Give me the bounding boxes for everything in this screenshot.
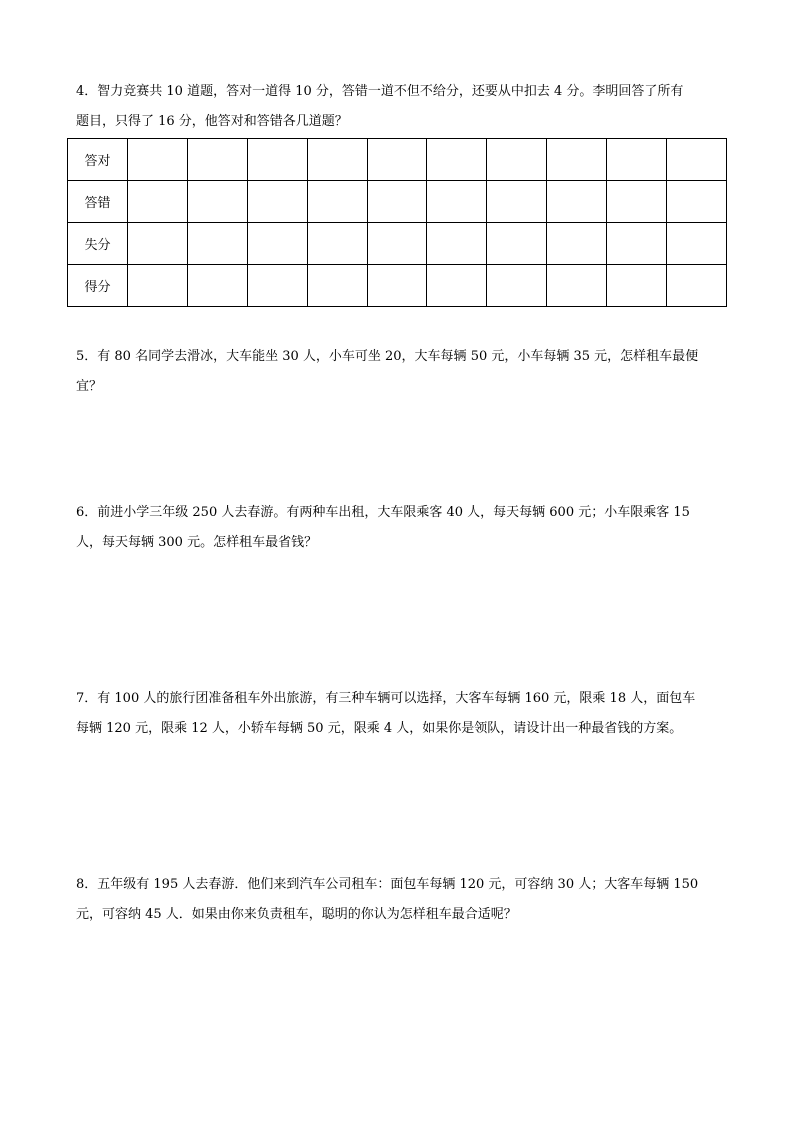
answer-cell[interactable] [667, 223, 727, 265]
question-8-line-2: 元，可容纳 45 人．如果由你来负责租车，聪明的你认为怎样租车最合适呢？ [76, 907, 517, 922]
question-7-line-2: 每辆 120 元，限乘 12 人，小轿车每辆 50 元，限乘 4 人，如果你是领队，请设计出一种最省钱的方案。 [76, 721, 683, 736]
table-row [68, 223, 727, 265]
answer-cell[interactable] [187, 139, 247, 181]
table-row [68, 139, 727, 181]
answer-cell[interactable] [667, 139, 727, 181]
question-6-line-1: 6．前进小学三年级 250 人去春游。有两种车出租，大车限乘客 40 人，每天每辆 600 元；小车限乘客 15 [76, 505, 690, 520]
answer-cell[interactable] [487, 265, 547, 307]
answer-cell[interactable] [367, 139, 427, 181]
table-row [68, 265, 727, 307]
answer-cell[interactable] [128, 139, 188, 181]
answer-cell[interactable] [487, 223, 547, 265]
table-row [68, 181, 727, 223]
answer-cell[interactable] [547, 265, 607, 307]
answer-cell[interactable] [547, 139, 607, 181]
answer-cell[interactable] [547, 223, 607, 265]
answer-cell[interactable] [367, 181, 427, 223]
question-4-line-1: 4．智力竞赛共 10 道题，答对一道得 10 分，答错一道不但不给分，还要从中扣去 4 分。李明回答了所有 [76, 84, 684, 99]
answer-cell[interactable] [487, 181, 547, 223]
answer-cell[interactable] [427, 139, 487, 181]
answer-cell[interactable] [427, 265, 487, 307]
answer-cell[interactable] [367, 265, 427, 307]
answer-cell[interactable] [307, 139, 367, 181]
answer-cell[interactable] [247, 265, 307, 307]
question-4-line-2: 题目，只得了 16 分，他答对和答错各几道题？ [76, 114, 348, 129]
answer-cell[interactable] [247, 181, 307, 223]
answer-cell[interactable] [307, 265, 367, 307]
question-5-line-2: 宜？ [76, 379, 103, 394]
answer-cell[interactable] [247, 139, 307, 181]
row-label: 答错 [68, 181, 128, 223]
answer-cell[interactable] [607, 181, 667, 223]
answer-cell[interactable] [547, 181, 607, 223]
answer-table [67, 138, 727, 307]
row-label: 答对 [68, 139, 128, 181]
answer-cell[interactable] [187, 265, 247, 307]
answer-cell[interactable] [367, 223, 427, 265]
answer-cell[interactable] [128, 181, 188, 223]
answer-cell[interactable] [667, 265, 727, 307]
row-label: 得分 [68, 265, 128, 307]
answer-cell[interactable] [128, 265, 188, 307]
answer-cell[interactable] [487, 139, 547, 181]
answer-cell[interactable] [307, 223, 367, 265]
answer-cell[interactable] [128, 223, 188, 265]
answer-cell[interactable] [187, 181, 247, 223]
question-5-line-1: 5．有 80 名同学去滑冰，大车能坐 30 人，小车可坐 20，大车每辆 50 元，小车每辆 35 元，怎样租车最便 [76, 349, 699, 364]
answer-cell[interactable] [607, 265, 667, 307]
answer-cell[interactable] [427, 223, 487, 265]
question-7-line-1: 7．有 100 人的旅行团准备租车外出旅游，有三种车辆可以选择，大客车每辆 160 元，限乘 18 人，面包车 [76, 691, 696, 706]
answer-cell[interactable] [187, 223, 247, 265]
answer-cell[interactable] [607, 139, 667, 181]
question-7 [76, 684, 726, 744]
answer-cell[interactable] [667, 181, 727, 223]
question-4 [76, 77, 726, 137]
question-6-line-2: 人，每天每辆 300 元。怎样租车最省钱？ [76, 535, 318, 550]
answer-cell[interactable] [307, 181, 367, 223]
answer-cell[interactable] [427, 181, 487, 223]
question-6 [76, 498, 726, 558]
question-8 [76, 870, 726, 930]
question-8-line-1: 8．五年级有 195 人去春游．他们来到汽车公司租车：面包车每辆 120 元，可容纳 30 人；大客车每辆 150 [76, 877, 699, 892]
answer-cell[interactable] [607, 223, 667, 265]
answer-cell[interactable] [247, 223, 307, 265]
row-label: 失分 [68, 223, 128, 265]
question-5 [76, 342, 726, 402]
